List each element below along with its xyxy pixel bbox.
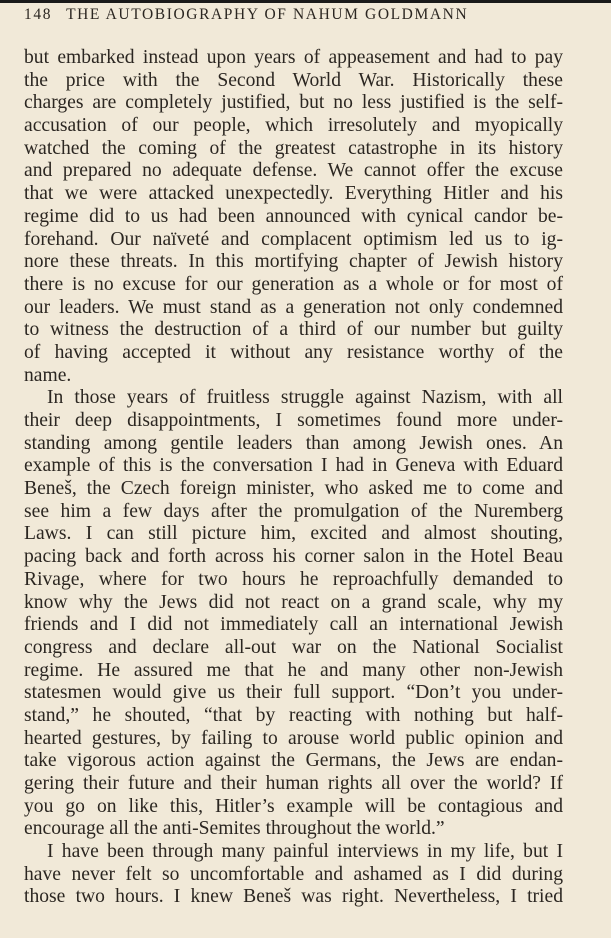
text-line: know why the Jews did not react on a grand scale, why my (24, 591, 563, 613)
text-line: gering their future and their human rights all over the world? If (24, 773, 563, 794)
page-body-text (24, 47, 563, 909)
text-line: I have been through many painful interviews in my life, but I (47, 841, 563, 863)
text-line: hearted gestures, by failing to arouse world public opinion and (24, 727, 563, 749)
text-line: and prepared no adequate defense. We cannot offer the excuse (24, 160, 563, 182)
text-line: but embarked instead upon years of appeasement and had to pay (24, 47, 563, 68)
page-number: 148 (24, 6, 53, 23)
text-line: stand,” he shouted, “that by reacting with nothing but half- (24, 704, 563, 726)
text-line: friends and I did not immediately call an international Jewish (24, 614, 563, 636)
text-line: their deep disappointments, I sometimes found more under- (24, 410, 563, 431)
text-line: of having accepted it without any resistance worthy of the (24, 341, 563, 363)
running-title: THE AUTOBIOGRAPHY OF NAHUM GOLDMANN (66, 6, 469, 23)
text-line: forehand. Our naïveté and complacent optimism led us to ig- (24, 228, 563, 250)
text-line: regime. He assured me that he and many other non-Jewish (24, 659, 563, 681)
scan-top-border (0, 0, 611, 3)
text-line: nore these threats. In this mortifying chapter of Jewish history (24, 251, 563, 273)
text-line: charges are completely justified, but no less justified is the self- (24, 92, 563, 114)
text-line: congress and declare all-out war on the National Socialist (24, 636, 563, 658)
text-line: see him a few days after the promulgation of the Nuremberg (24, 500, 563, 522)
text-line: our leaders. We must stand as a generation not only condemned (24, 296, 563, 318)
running-header (24, 6, 468, 24)
text-line: standing among gentile leaders than among Jewish ones. An (24, 432, 563, 454)
text-line: pacing back and forth across his corner salon in the Hotel Beau (24, 546, 563, 568)
text-line: Rivage, where for two hours he reproachfully demanded to (24, 568, 563, 590)
text-line: accusation of our people, which irresolutely and myopically (24, 115, 563, 137)
text-line: the price with the Second World War. Historically these (24, 69, 563, 91)
text-line: Beneš, the Czech foreign minister, who asked me to come and (24, 478, 563, 500)
text-line: encourage all the anti-Semites throughout the world.” (24, 818, 445, 840)
text-line: you go on like this, Hitler’s example will be contagious and (24, 795, 563, 817)
text-line: example of this is the conversation I had in Geneva with Eduard (24, 455, 563, 477)
text-line: regime did to us had been announced with cynical candor be- (24, 205, 563, 227)
text-line: to witness the destruction of a third of our number but guilty (24, 319, 563, 341)
text-line: that we were attacked unexpectedly. Everything Hitler and his (24, 183, 563, 205)
text-line: statesmen would give us their full support. “Don’t you under- (24, 682, 563, 704)
text-line: Laws. I can still picture him, excited and almost shouting, (24, 523, 563, 545)
text-line: name. (24, 364, 72, 386)
text-line: take vigorous action against the Germans, the Jews are endan- (24, 750, 563, 772)
text-line: those two hours. I knew Beneš was right. Nevertheless, I tried (24, 886, 563, 908)
text-line: have never felt so uncomfortable and ashamed as I did during (24, 863, 563, 885)
text-line: watched the coming of the greatest catastrophe in its history (24, 137, 563, 159)
text-line: there is no excuse for our generation as a whole or for most of (24, 273, 563, 295)
text-line: In those years of fruitless struggle against Nazism, with all (47, 387, 563, 409)
